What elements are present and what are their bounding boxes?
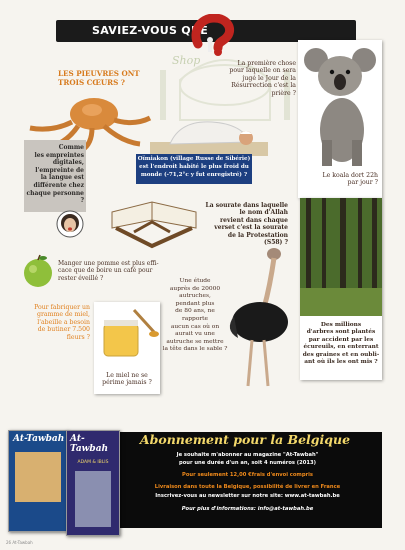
forest-image [300,198,382,316]
ad-line-2: pour une durée d'un an, soit 4 numéros (2013) [179,460,316,466]
praying-man-image [150,112,268,156]
fact-sourate: La sourate dans laquelle le nom d'Allah revient dans chaque verset c'est la sourate de la Protestation (S58) ? [205,202,288,247]
ad-line-4: Livraison dans toute la Belgique, possibilité de livrer en France [154,484,341,490]
magazine-cover-1: At-Tawbah [8,430,68,532]
magazine-cover-2: At-Tawbah ADAM & IBLIS [66,430,120,536]
honey-jar-image [94,302,160,364]
fact-octopus: LES PIEUVRES ONT TROIS CŒURS ? [58,69,140,87]
page-footer: 26 At-Tawbah [6,540,33,545]
fact-squirrels: Des millions d'arbres sont plantés par accident par les écureuils, en enterrant des graines et en oubli- ant où ils les ont mis ? [302,322,380,366]
fact-fingerprints: Comme les empreintes digitales, l'empreinte de la langue est différente chez chaque personne ? [26,144,84,205]
fact-prayer: La première chose pour laquelle on sera jugé le Jour de la Résurrection c'est la prière ? [229,60,296,97]
fact-koala: Le koala dort 22h par jour ? [322,172,378,187]
ad-title: Abonnement pour la Belgique [139,432,351,447]
fact-apple: Manger une pomme est plus effi- cace que de boire un café pour rester éveillé ? [58,260,159,282]
fact-oimiakon: Oïmiakon (village Russe de Sibérie) est l'endroit habité le plus froid du monde (-71,2°c y fut enregistré) ? [137,156,251,178]
magazine-cover-art [75,471,111,527]
magazine-cover-image [15,452,61,502]
fact-honey: Le miel ne se périme jamais ? [102,372,152,387]
honey-photo-card [94,302,160,394]
ad-contact-email[interactable]: Pour plus d'informations: info@at-tawbah.be [181,506,314,512]
fact-bee: Pour fabriquer un gramme de miel, l'abeille a besoin de butiner 7.500 fleurs ? [34,304,90,341]
koala-photo-card [298,40,382,198]
forest-photo-card [300,198,382,380]
fact-ostrich: Une étude auprès de 20000 autruches, pendant plus de 80 ans, ne rapporte aucun cas où on aurait vu une autruche se mettre la tête dans le sable ? [162,278,228,353]
ad-line-1: Je souhaite m'abonner au magazine "At-Tawbah" [176,452,319,458]
koala-image [298,40,382,170]
ad-price: Pour seulement 12,00 €frais d'envoi compris [182,472,313,478]
quran-image [104,186,204,250]
woman-tongue-image [56,210,84,238]
apple-image [20,254,56,288]
ad-newsletter-link[interactable]: Inscrivez-vous au newsletter sur notre site: www.at-tawbah.be [155,493,340,499]
page-title: SAVIEZ-VOUS QUE [92,24,209,37]
watermark-label: Shop [172,54,201,67]
ostrich-image [220,246,300,394]
